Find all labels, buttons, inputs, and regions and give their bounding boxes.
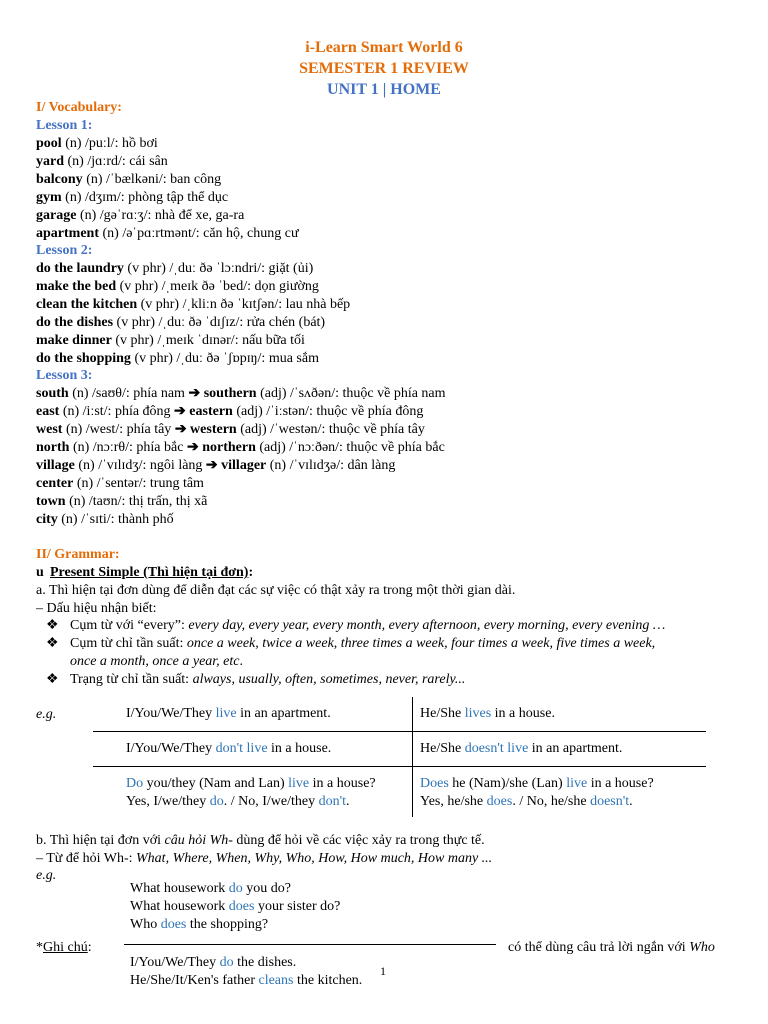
- bullet-frequency: ❖ Cụm từ chỉ tần suất: once a week, twice a week, three times a week, four times a week, five times a week,: [46, 636, 656, 651]
- table-divider: [412, 697, 413, 817]
- note-text: có thể dùng câu trả lời ngắn với Who: [508, 940, 715, 955]
- vocab-item: yard (n) /jɑːrd/: cái sân: [36, 154, 168, 169]
- review-title: SEMESTER 1 REVIEW: [299, 60, 469, 77]
- vocab-item: make the bed (v phr) /ˌmeɪk ðə ˈbed/: dọn giường: [36, 279, 319, 294]
- arrow-icon: ➔: [186, 440, 199, 455]
- signs-label: – Dấu hiệu nhận biết:: [36, 601, 157, 616]
- vocab-pair: village (n) /ˈvɪlɪdʒ/: ngôi làng ➔ villager (n) /ˈvɪlɪdʒə/: dân làng: [36, 458, 396, 473]
- table-cell: Yes, he/she does. / No, he/she doesn't.: [420, 794, 633, 809]
- wh-question: What housework does your sister do?: [130, 899, 341, 914]
- lesson1-title: Lesson 1:: [36, 118, 93, 133]
- vocab-item: city (n) /ˈsɪti/: thành phố: [36, 512, 174, 527]
- vocab-item: make dinner (v phr) /ˌmeɪk ˈdɪnər/: nấu bữa tối: [36, 333, 305, 348]
- grammar-topic: u Present Simple (Thì hiện tại đơn):: [36, 565, 254, 580]
- usage-a-line: a. Thì hiện tại đơn dùng để diễn đạt các sự việc có thật xảy ra trong một thời gian dài.: [36, 583, 516, 598]
- unit-title: UNIT 1 | HOME: [327, 81, 441, 98]
- table-cell: Do you/they (Nam and Lan) live in a house?: [126, 776, 376, 791]
- vocab-pair: west (n) /west/: phía tây ➔ western (adj) /ˈwestən/: thuộc về phía tây: [36, 422, 425, 437]
- vocab-item: apartment (n) /əˈpɑːrtmənt/: căn hộ, chung cư: [36, 226, 299, 241]
- table-rule: [93, 731, 706, 732]
- arrow-icon: ➔: [205, 458, 218, 473]
- vocab-item: do the dishes (v phr) /ˌduː ðə ˈdɪʃɪz/: rửa chén (bát): [36, 315, 326, 330]
- vocab-item: balcony (n) /ˈbælkəni/: ban công: [36, 172, 222, 187]
- diamond-bullet-icon: ❖: [46, 672, 59, 687]
- table-cell: I/You/We/They live in an apartment.: [126, 706, 331, 721]
- table-cell: He/She lives in a house.: [420, 706, 555, 721]
- diamond-bullet-icon: ❖: [46, 618, 59, 633]
- eg-label: e.g.: [36, 707, 57, 722]
- wh-question: What housework do you do?: [130, 881, 291, 896]
- table-cell: I/You/We/They don't live in a house.: [126, 741, 332, 756]
- short-answer: He/She/It/Ken's father cleans the kitchen.: [130, 973, 363, 988]
- vocab-item: do the laundry (v phr) /ˌduː ðə ˈlɔːndri/: giặt (ủi): [36, 261, 314, 276]
- table-rule: [93, 766, 706, 767]
- arrow-icon: ➔: [174, 422, 187, 437]
- vocab-pair: east (n) /iːst/: phía đông ➔ eastern (adj) /ˈiːstən/: thuộc về phía đông: [36, 404, 424, 419]
- note-label: *Ghi chú:: [36, 940, 92, 955]
- table-cell: Does he (Nam)/she (Lan) live in a house?: [420, 776, 654, 791]
- arrow-icon: ➔: [174, 404, 186, 419]
- short-answer: I/You/We/They do the dishes.: [130, 955, 297, 970]
- vocab-pair: south (n) /saʊθ/: phía nam ➔ southern (adj) /ˈsʌðən/: thuộc về phía nam: [36, 386, 446, 401]
- vocab-item: pool (n) /puːl/: hồ bơi: [36, 136, 158, 151]
- vocab-item: town (n) /taʊn/: thị trấn, thị xã: [36, 494, 208, 509]
- table-cell: He/She doesn't live in an apartment.: [420, 741, 623, 756]
- lesson2-title: Lesson 2:: [36, 243, 93, 258]
- vocab-item: center (n) /ˈsentər/: trung tâm: [36, 476, 204, 491]
- note-divider: [124, 944, 496, 945]
- book-title: i-Learn Smart World 6: [305, 39, 463, 56]
- vocab-pair: north (n) /nɔːrθ/: phía bắc ➔ northern (adj) /ˈnɔːðən/: thuộc về phía bắc: [36, 440, 445, 455]
- wh-question: Who does the shopping?: [130, 917, 269, 932]
- bullet-every: ❖ Cụm từ với “every”: every day, every year, every month, every afternoon, every morning, every evening …: [46, 618, 666, 633]
- wh-words-line: – Từ để hỏi Wh-: What, Where, When, Why, Who, How, How much, How many ...: [36, 851, 493, 866]
- grammar-heading: II/ Grammar:: [36, 547, 120, 562]
- vocab-item: gym (n) /dʒɪm/: phòng tập thể dục: [36, 190, 229, 205]
- bullet-frequency-cont: once a month, once a year, etc.: [70, 654, 243, 669]
- vocab-item: do the shopping (v phr) /ˌduː ðə ˈʃɒpɪŋ/: mua sắm: [36, 351, 319, 366]
- arrow-icon: ➔: [188, 386, 201, 401]
- page-number: 1: [380, 964, 386, 978]
- bullet-adverbs: ❖ Trạng từ chỉ tần suất: always, usually, often, sometimes, never, rarely...: [46, 672, 466, 687]
- eg-label-2: e.g.: [36, 868, 57, 883]
- lesson3-title: Lesson 3:: [36, 368, 93, 383]
- vocabulary-heading: I/ Vocabulary:: [36, 100, 122, 115]
- vocab-item: clean the kitchen (v phr) /ˌkliːn ðə ˈkɪtʃən/: lau nhà bếp: [36, 297, 351, 312]
- vocab-item: garage (n) /gəˈrɑːʒ/: nhà để xe, ga-ra: [36, 208, 245, 223]
- topic-marker: u: [36, 565, 44, 580]
- usage-b-line: b. Thì hiện tại đơn với câu hỏi Wh- dùng để hỏi về các việc xảy ra trong thực tế.: [36, 833, 485, 848]
- diamond-bullet-icon: ❖: [46, 636, 59, 651]
- table-cell: Yes, I/we/they do. / No, I/we/they don't.: [126, 794, 350, 809]
